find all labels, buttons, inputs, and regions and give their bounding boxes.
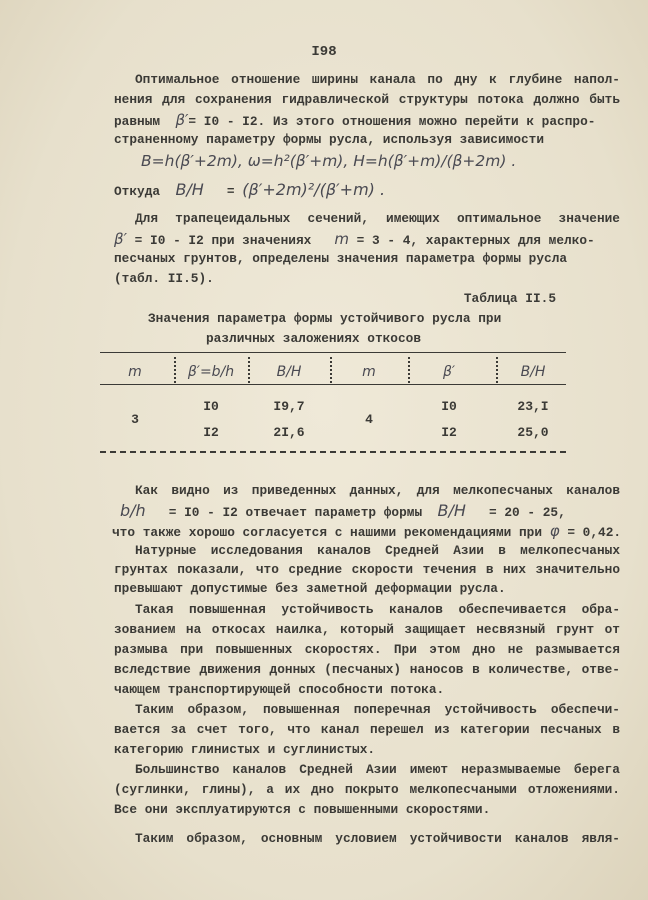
text-line: страненному параметру формы русла, используя зависимости	[114, 132, 545, 147]
text-line: Такая повышенная устойчивость каналов обеспечивается обра-	[135, 602, 620, 617]
text-line: Все они эксплуатируются с повышенными скоростями.	[114, 802, 491, 817]
cell-beta: I0	[203, 399, 219, 414]
text-line	[120, 502, 626, 520]
table-caption: различных заложениях откосов	[206, 331, 422, 346]
header-cell: β′=b/h	[187, 364, 235, 380]
formula-symbol: β′	[175, 111, 189, 129]
formula-line: B=h(β′+2m), ω=h²(β′+m), H=h(β′+m)/(β+2m) .	[141, 152, 517, 170]
table-header-rule	[100, 384, 566, 385]
text-line: Натурные исследования каналов Средней Азии в мелкопесчаных	[135, 543, 620, 558]
table-top-rule	[100, 352, 566, 353]
formula-symbol: β′	[114, 230, 127, 248]
text-line	[114, 181, 620, 199]
column-divider	[408, 357, 410, 383]
page-number: I98	[311, 44, 337, 60]
column-divider	[330, 357, 332, 383]
text: = 20 - 25,	[488, 505, 566, 520]
text: = 3 - 4, характерных для мелко-	[356, 233, 595, 248]
text-line: Оптимальное отношение ширины канала по дну к глубине напол-	[135, 72, 620, 87]
text-line: Таким образом, основным условием устойчивости каналов явля-	[135, 831, 620, 846]
text-line: превышают допустимые без заметной деформации русла.	[114, 581, 506, 596]
cell-m: 4	[365, 412, 373, 427]
header-cell: m	[362, 364, 376, 380]
formula-symbol: B/H	[175, 180, 204, 199]
cell-bh: 23,I	[517, 399, 549, 414]
formula-symbol: b/h	[120, 501, 146, 520]
header-cell: B/H	[276, 364, 302, 380]
cell-bh: 2I,6	[273, 425, 305, 440]
text-line: грунтах показали, что средние скорости течения в них значительно	[114, 562, 620, 577]
cell-beta: I2	[203, 425, 219, 440]
text-line: Как видно из приведенных данных, для мелкопесчаных каналов	[135, 483, 620, 498]
text: = I0 - I2 отвечает параметр формы	[168, 505, 423, 520]
text-line: вследствие движения донных (песчаных) наносов в количестве, отве-	[114, 662, 620, 677]
header-cell: m	[128, 364, 142, 380]
text-line	[114, 230, 620, 248]
text-line: Большинство каналов Средней Азии имеют неразмываемые берега	[135, 762, 620, 777]
formula-symbol: φ	[549, 522, 560, 540]
formula-symbol: m	[334, 230, 349, 248]
text-line: вается за счет того, что канал перешел из категории песчаных в	[114, 722, 620, 737]
cell-beta: I0	[441, 399, 457, 414]
formula: (β′+2m)²/(β′+m) .	[242, 180, 386, 199]
text-line: зованием на откосах наилка, который защищает несвязный грунт от	[114, 622, 620, 637]
text: = I0 - I2 при значениях	[134, 233, 312, 248]
formula-symbol: B/H	[437, 501, 466, 520]
table-bottom-rule	[100, 451, 566, 453]
text-line	[114, 111, 620, 129]
text: Откуда	[114, 184, 161, 199]
text-line: размыва при повышенных скоростях. При этом дно не размывается	[114, 642, 620, 657]
text: =	[226, 184, 235, 199]
text-line: песчаных грунтов, определены значения параметра формы русла	[114, 251, 568, 266]
header-cell: β′	[442, 364, 456, 380]
text: = 0,42.	[567, 525, 622, 540]
text-line	[112, 522, 632, 540]
text-line: Для трапецеидальных сечений, имеющих оптимальное значение	[135, 211, 620, 226]
cell-bh: 25,0	[517, 425, 549, 440]
table-caption: Значения параметра формы устойчивого русла при	[148, 311, 502, 326]
cell-beta: I2	[441, 425, 457, 440]
text-line: Таким образом, повышенная поперечная устойчивость обеспечи-	[135, 702, 620, 717]
text: = I0 - I2. Из этого отношения можно перейти к распро-	[188, 114, 596, 129]
text-line: нения для сохранения гидравлической структуры потока должно быть	[114, 92, 620, 107]
header-cell: B/H	[520, 364, 546, 380]
cell-bh: I9,7	[273, 399, 305, 414]
text-line: чающем транспортирующей способности потока.	[114, 682, 445, 697]
column-divider	[248, 357, 250, 383]
text: что также хорошо согласуется с нашими рекомендациями при	[112, 525, 543, 540]
text-line: (суглинки, глины), а их дно покрыто мелкопесчаными отложениями.	[114, 782, 620, 797]
cell-m: 3	[131, 412, 139, 427]
table-label: Таблица II.5	[463, 291, 556, 306]
text: равным	[114, 114, 161, 129]
text-line: категорию глинистых и суглинистых.	[114, 742, 376, 757]
text-line: (табл. II.5).	[114, 271, 214, 286]
